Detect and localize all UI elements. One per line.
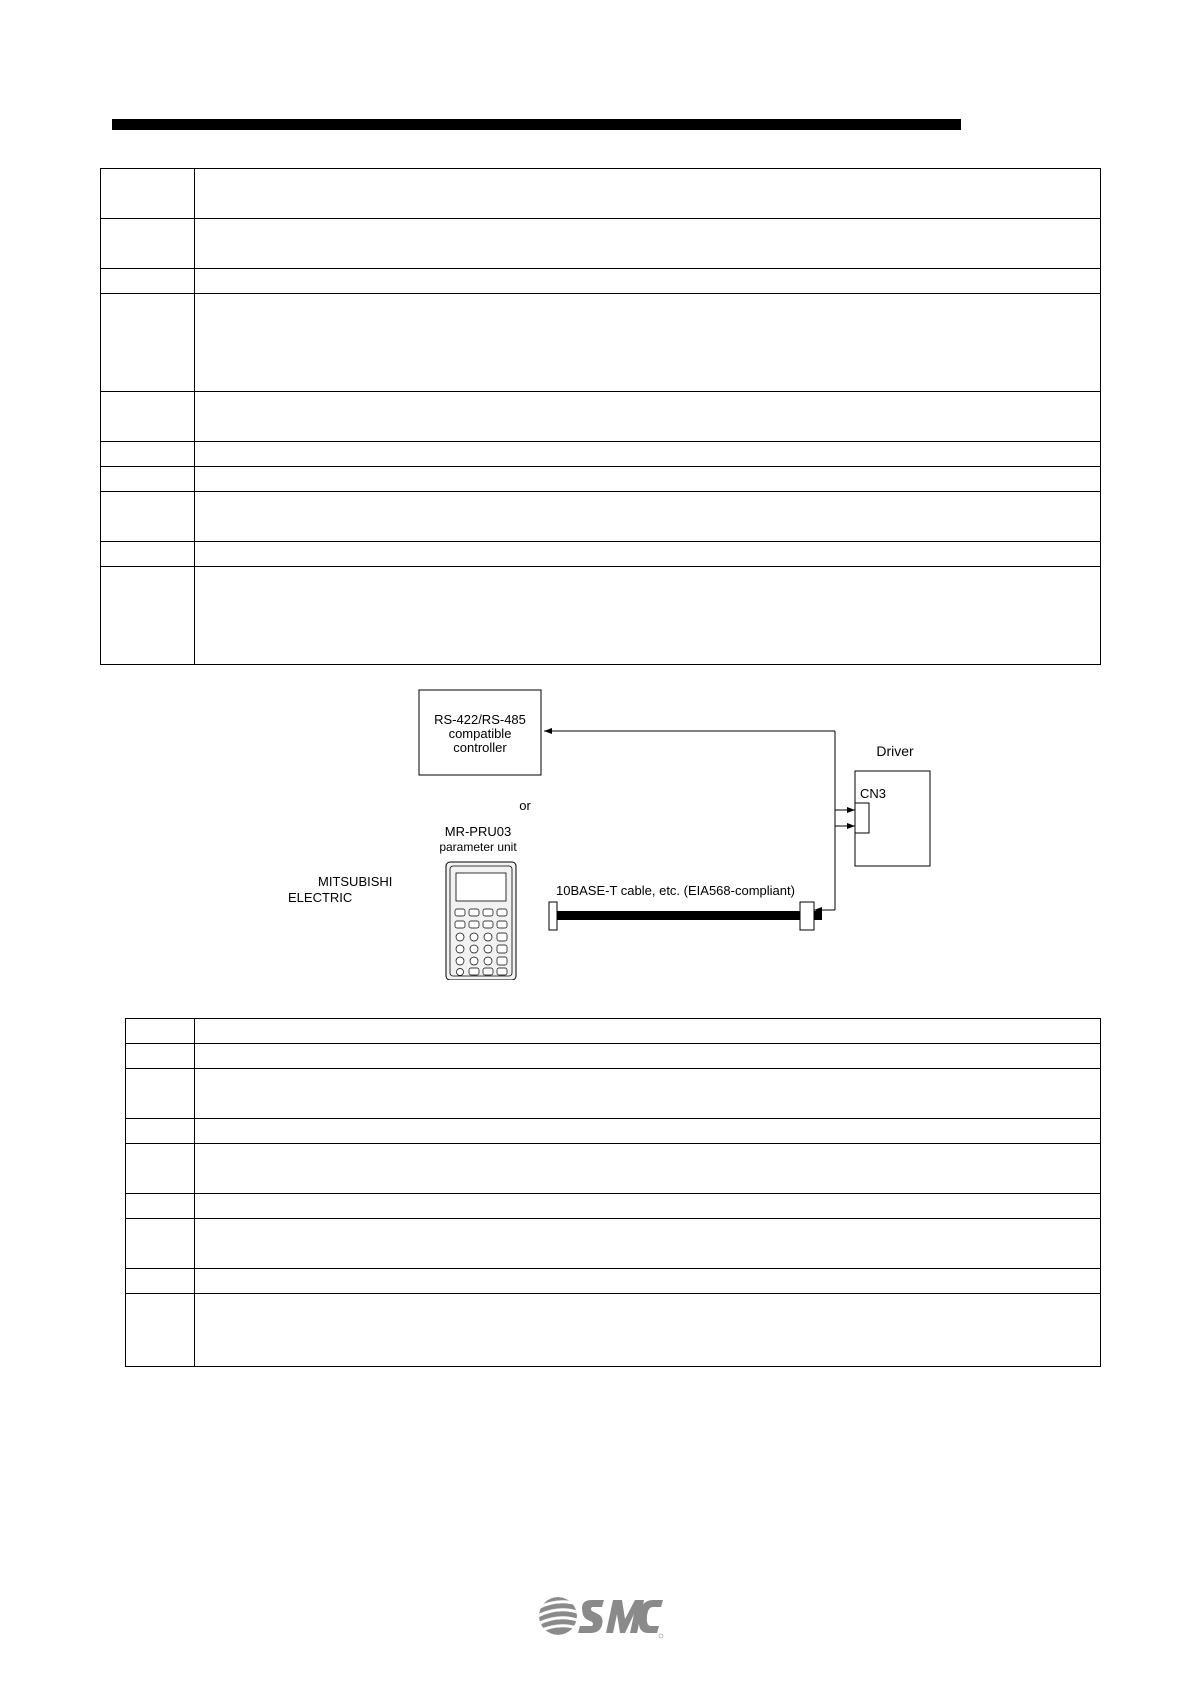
cable-connector-left bbox=[549, 902, 557, 930]
table-row bbox=[101, 542, 1101, 567]
table-row bbox=[126, 1269, 1101, 1294]
or-label: or bbox=[519, 798, 531, 813]
table-row bbox=[101, 169, 1101, 219]
table-row bbox=[126, 1119, 1101, 1144]
maker-label-line: ELECTRIC bbox=[288, 890, 353, 905]
upper-table bbox=[100, 168, 1101, 665]
parameter-unit-icon bbox=[446, 862, 516, 980]
cable-connector-right bbox=[800, 902, 814, 930]
controller-label-line: compatible bbox=[448, 726, 512, 741]
parameter-unit-model: MR-PRU03 bbox=[444, 824, 512, 839]
connection-diagram bbox=[270, 680, 950, 980]
table-row bbox=[126, 1069, 1101, 1119]
parameter-unit-desc: parameter unit bbox=[439, 840, 517, 854]
maker-label-line: MITSUBISHI bbox=[318, 874, 393, 889]
table-row bbox=[101, 269, 1101, 294]
cable-label: 10BASE-T cable, etc. (EIA568-compliant) bbox=[556, 883, 795, 898]
table-row bbox=[101, 467, 1101, 492]
table-row bbox=[101, 294, 1101, 392]
arrowhead-icon bbox=[847, 807, 855, 813]
table-row bbox=[126, 1019, 1101, 1044]
table-row bbox=[101, 442, 1101, 467]
connector-label: CN3 bbox=[860, 786, 887, 801]
table-row bbox=[126, 1219, 1101, 1269]
table-row bbox=[101, 392, 1101, 442]
cn3-connector bbox=[855, 803, 869, 833]
table-row bbox=[101, 219, 1101, 269]
table-row bbox=[101, 492, 1101, 542]
cable-line bbox=[557, 911, 822, 920]
lower-table bbox=[125, 1018, 1101, 1367]
table-row bbox=[126, 1294, 1101, 1367]
table-row bbox=[126, 1194, 1101, 1219]
table-row bbox=[126, 1044, 1101, 1069]
table-row bbox=[126, 1144, 1101, 1194]
driver-label: Driver bbox=[876, 743, 914, 759]
header-rule bbox=[112, 119, 961, 130]
arrowhead-icon bbox=[544, 728, 552, 734]
controller-label-line: controller bbox=[453, 740, 507, 755]
table-row bbox=[101, 567, 1101, 665]
controller-label-line: RS-422/RS-485 bbox=[434, 712, 526, 727]
arrowhead-icon bbox=[847, 823, 855, 829]
smc-logo-icon bbox=[536, 1592, 666, 1642]
